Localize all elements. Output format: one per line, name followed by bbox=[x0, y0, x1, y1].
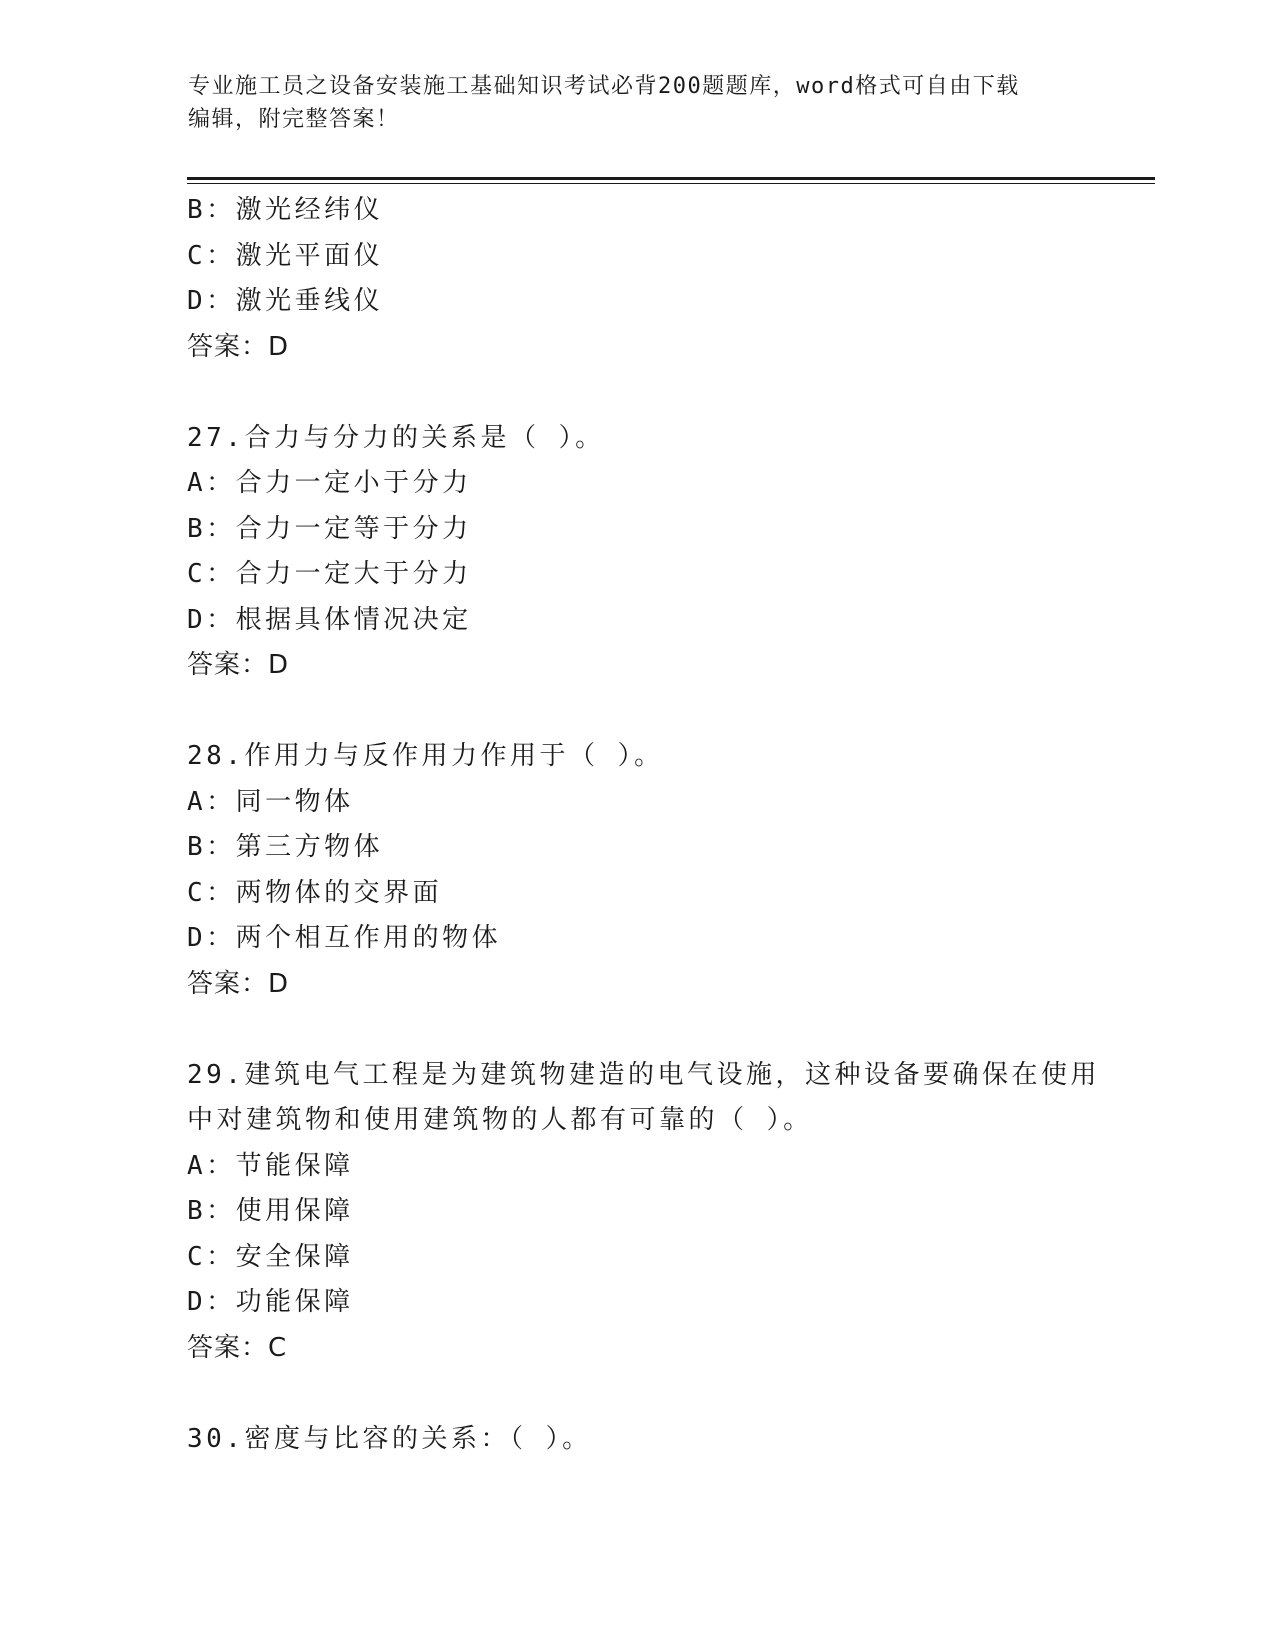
option-d: D：功能保障 bbox=[187, 1287, 354, 1317]
question-stem: 28.作用力与反作用力作用于（ ）。 bbox=[187, 741, 664, 771]
header-divider-thick bbox=[187, 177, 1155, 180]
question-stem: 27.合力与分力的关系是（ ）。 bbox=[187, 422, 605, 453]
question-stem: 30.密度与比容的关系：（ ）。 bbox=[187, 1423, 592, 1454]
question-27 bbox=[187, 416, 1107, 689]
answer-line: 答案：D bbox=[187, 331, 290, 362]
question-28 bbox=[187, 734, 1107, 1007]
option-b: B：第三方物体 bbox=[187, 832, 384, 862]
option-d: D：两个相互作用的物体 bbox=[187, 923, 502, 953]
header-divider-thin bbox=[187, 183, 1155, 184]
option-c: C：激光平面仪 bbox=[187, 240, 384, 271]
option-d: D：根据具体情况决定 bbox=[187, 604, 472, 635]
option-b: B：合力一定等于分力 bbox=[187, 513, 472, 544]
document-header bbox=[188, 70, 1088, 136]
option-a: A：同一物体 bbox=[187, 786, 354, 817]
question-29 bbox=[187, 1053, 1107, 1372]
question-30 bbox=[187, 1417, 1107, 1463]
header-line-2: 编辑，附完整答案！ bbox=[188, 107, 400, 132]
question-26-continued bbox=[187, 188, 1107, 370]
option-b: B：使用保障 bbox=[187, 1196, 354, 1226]
option-c: C：两物体的交界面 bbox=[187, 877, 443, 908]
option-d: D：激光垂线仪 bbox=[187, 286, 384, 316]
option-c: C：合力一定大于分力 bbox=[187, 559, 472, 589]
option-b: B：激光经纬仪 bbox=[187, 195, 384, 225]
header-line-1: 专业施工员之设备安装施工基础知识考试必背200题题库，word格式可自由下载 bbox=[188, 74, 1020, 99]
question-stem-line-1: 29.建筑电气工程是为建筑物建造的电气设施，这种设备要确保在使用 bbox=[187, 1059, 1100, 1090]
answer-line: 答案：C bbox=[187, 1332, 288, 1363]
option-a: A：合力一定小于分力 bbox=[187, 468, 472, 498]
option-c: C：安全保障 bbox=[187, 1241, 354, 1272]
option-a: A：节能保障 bbox=[187, 1150, 354, 1181]
question-list bbox=[187, 188, 1107, 1462]
question-stem-line-2: 中对建筑物和使用建筑物的人都有可靠的（ ）。 bbox=[187, 1105, 813, 1135]
answer-line: 答案：D bbox=[187, 650, 290, 680]
answer-line: 答案：D bbox=[187, 968, 290, 999]
